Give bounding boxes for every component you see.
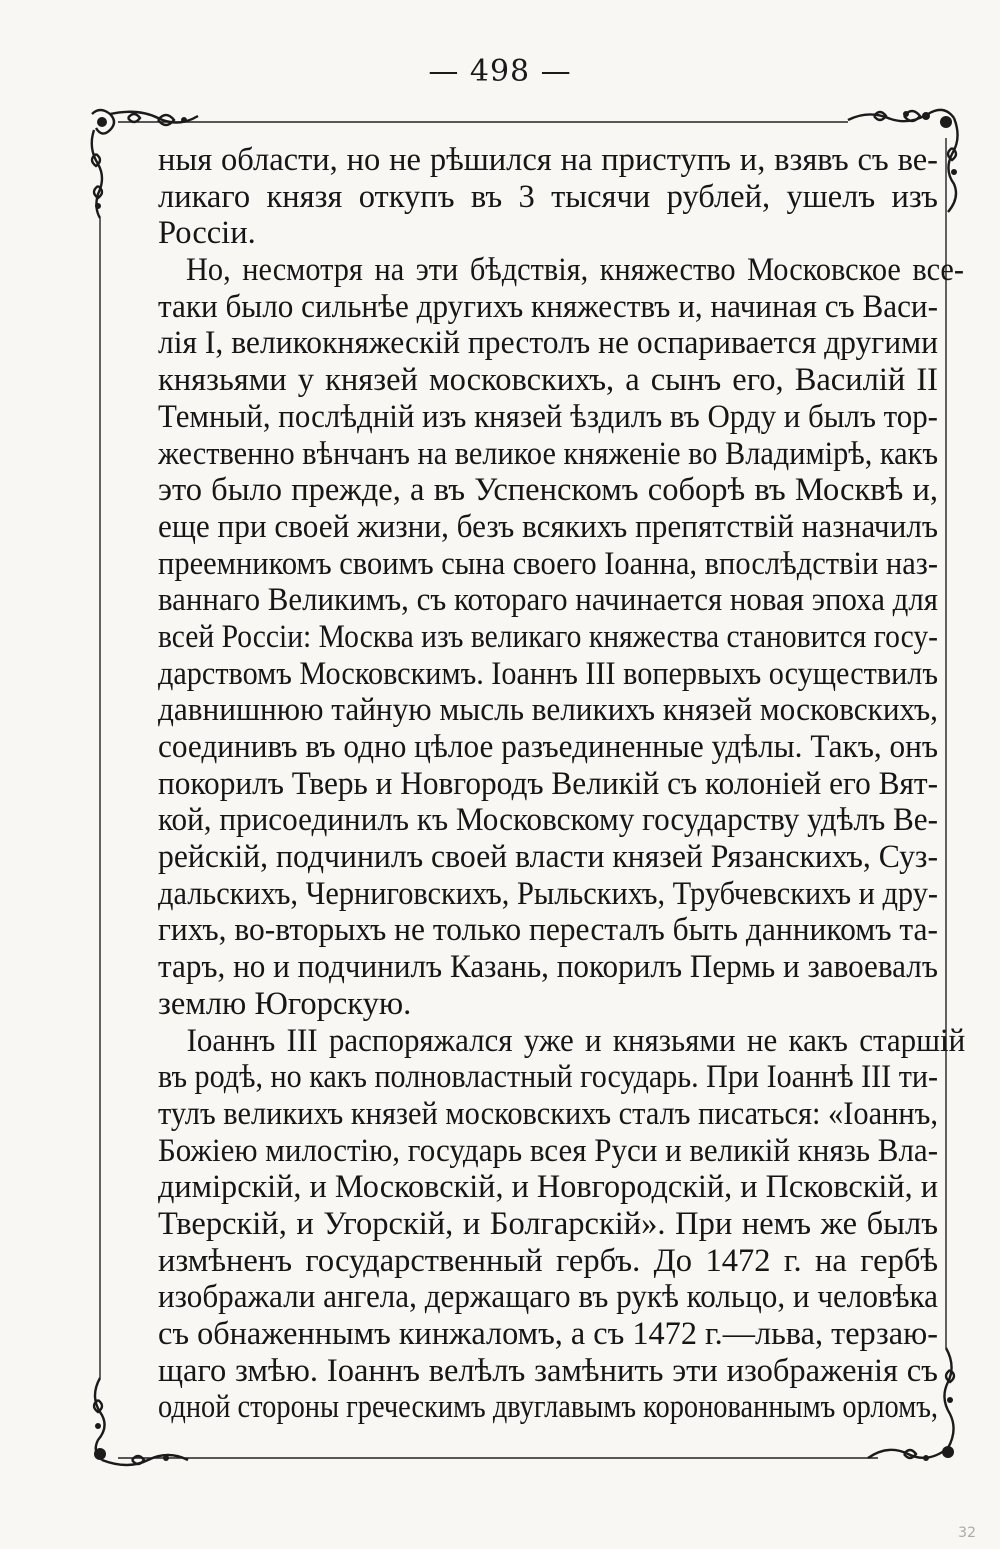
footer-mark: 32 xyxy=(958,1525,976,1541)
text-line: гихъ, во-вторыхъ не только пересталъ быть данникомъ та- xyxy=(158,912,939,949)
text-line: князьями у князей московскихъ, а сынъ его, Василiй II xyxy=(158,362,938,399)
text-line: соединивъ въ одно цѣлое разъединенные удѣлы. Такъ, онъ xyxy=(158,729,939,765)
text-line: Но, несмотря на эти бѣдствiя, княжество Московское все- xyxy=(186,252,964,289)
text-line: Тверскiй, и Угорскiй, и Болгарскiй». При немъ же былъ xyxy=(158,1205,938,1242)
text-line: покорилъ Тверь и Новгородъ Великiй съ колонiей его Вят- xyxy=(158,765,939,802)
page-body-text xyxy=(158,142,966,1426)
text-line: дальскихъ, Черниговскихъ, Рыльскихъ, Трубчевскихъ и дру- xyxy=(158,875,938,912)
text-line: Россiи. xyxy=(158,215,256,252)
text-line: землю Югорскую. xyxy=(158,985,412,1022)
text-line: лiя I, великокняжескiй престолъ не оспаривается другими xyxy=(158,325,939,362)
text-line: тулъ великихъ князей московскихъ сталъ писаться: «Iоаннъ, xyxy=(158,1095,938,1132)
text-line: кой, присоединилъ къ Московскому государству удѣлъ Ве- xyxy=(158,802,938,839)
text-line: рейскiй, подчинилъ своей власти князей Рязанскихъ, Суз- xyxy=(158,839,939,876)
text-line: Iоаннъ III распоряжался уже и князьями не какъ старшiй xyxy=(186,1022,966,1059)
text-line: ликаго князя откупъ въ 3 тысячи рублей, ушелъ изъ xyxy=(158,178,938,215)
text-line: измѣненъ государственный гербъ. До 1472 г. на гербѣ xyxy=(158,1242,938,1279)
text-line: въ родѣ, но какъ полновластный государь. При Iоаннѣ III ти- xyxy=(158,1059,939,1096)
page-number: — 498 — xyxy=(428,54,572,89)
text-line: Божiею милостiю, государь всея Руси и великiй князь Вла- xyxy=(158,1132,939,1169)
text-line: всей Россiи: Москва изъ великаго княжества становится госу- xyxy=(158,618,938,655)
text-line: Темный, послѣднiй изъ князей ѣздилъ въ Орду и былъ тор- xyxy=(158,398,938,435)
text-line: жественно вѣнчанъ на великое княженiе во Владимiрѣ, какъ xyxy=(158,435,939,472)
text-line: изображали ангела, держащаго въ рукѣ кольцо, и человѣка xyxy=(158,1279,938,1316)
text-line: ваннаго Великимъ, съ котораго начинается новая эпоха для xyxy=(158,582,939,619)
text-line: преемникомъ своимъ сына своего Iоанна, впослѣдствiи наз- xyxy=(158,545,938,582)
text-line: еще при своей жизни, безъ всякихъ препятствiй назначилъ xyxy=(158,508,939,545)
text-line: съ обнаженнымъ кинжаломъ, а съ 1472 г.—льва, терзаю- xyxy=(158,1316,939,1352)
text-line: это было прежде, а въ Успенскомъ соборѣ въ Москвѣ и, xyxy=(158,472,938,509)
text-line: щаго змѣю. Iоаннъ велѣлъ замѣнить эти изображенiя съ xyxy=(158,1352,938,1389)
text-line: давнишнюю тайную мысль великихъ князей московскихъ, xyxy=(158,692,938,729)
text-line: одной стороны греческимъ двуглавымъ коронованнымъ орломъ, xyxy=(158,1389,938,1426)
text-line: таки было сильнѣе другихъ княжествъ и, начиная съ Васи- xyxy=(158,288,938,325)
text-line: ныя области, но не рѣшился на приступъ и, взявъ съ ве- xyxy=(158,142,938,178)
text-line: димiрскiй, и Московскiй, и Новгородскiй, и Псковскiй, и xyxy=(158,1169,939,1206)
text-line: таръ, но и подчинилъ Казань, покорилъ Пермь и завоевалъ xyxy=(158,949,938,986)
text-line: дарствомъ Московскимъ. Iоаннъ III вопервыхъ осуществилъ xyxy=(158,655,938,692)
